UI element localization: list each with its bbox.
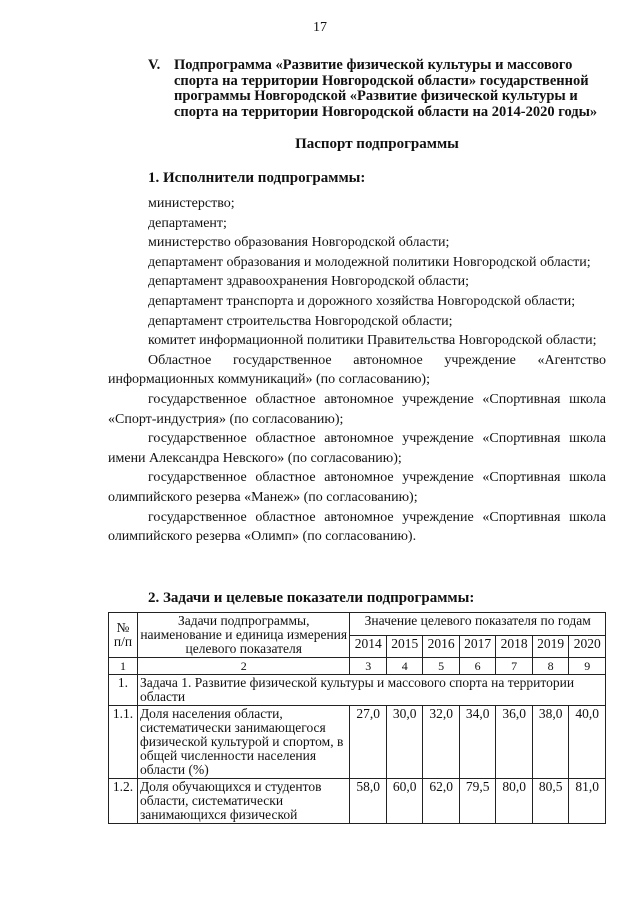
executor-item: государственное областное автономное учреждение «Спортивная школа «Спорт-индустрия» (по согласованию); (108, 391, 606, 427)
header-year: 2016 (423, 635, 459, 658)
page-number: 17 (313, 20, 327, 35)
value-cell: 27,0 (350, 706, 386, 779)
header-year: 2019 (532, 635, 568, 658)
executor-item: министерство; (148, 196, 235, 211)
value-cell: 36,0 (496, 706, 532, 779)
value-cell: 34,0 (459, 706, 495, 779)
header-name: Задачи подпрограммы, наименование и единица измерения целевого показателя (137, 613, 350, 658)
value-cell: 60,0 (386, 779, 422, 824)
header-values-by-year: Значение целевого показателя по годам (350, 613, 606, 636)
executor-item: департамент; (148, 215, 227, 231)
executor-item: департамент строительства Новгородской области; (148, 313, 453, 329)
table-row (109, 779, 606, 824)
value-cell: 80,5 (532, 779, 568, 824)
table-index-row (109, 658, 606, 675)
value-cell: 81,0 (569, 779, 606, 824)
index-cell: 2 (137, 658, 350, 675)
index-cell: 4 (386, 658, 422, 675)
header-year: 2020 (569, 635, 606, 658)
section-2-title: 2. Задачи и целевые показатели подпрограммы: (148, 590, 475, 606)
task-text: Задача 1. Развитие физической культуры и массового спорта на территории области (137, 675, 605, 706)
row-number: 1.1. (109, 706, 138, 779)
index-cell: 8 (532, 658, 568, 675)
executor-item: государственное областное автономное учреждение «Спортивная школа имени Александра Невского» (по согласованию); (108, 431, 606, 466)
value-cell: 79,5 (459, 779, 495, 824)
task-number: 1. (109, 675, 138, 706)
header-number: № п/п (109, 613, 138, 658)
executor-item: государственное областное автономное учреждение «Спортивная школа олимпийского резерва «Манеж» (по согласованию); (108, 470, 606, 505)
executor-item: Областное государственное автономное учреждение «Агентство информационных коммуникаций» (по согласованию); (108, 352, 606, 388)
index-cell: 1 (109, 658, 138, 675)
value-cell: 38,0 (532, 706, 568, 779)
index-cell: 7 (496, 658, 532, 675)
executor-item: государственное областное автономное учреждение «Спортивная школа олимпийского резерва «Олимп» (по согласованию). (108, 509, 606, 545)
executor-item: комитет информационной политики Правительства Новгородской области; (148, 333, 597, 349)
value-cell: 32,0 (423, 706, 459, 779)
value-cell: 80,0 (496, 779, 532, 824)
index-cell: 9 (569, 658, 606, 675)
indicator-name: Доля населения области, систематически занимающегося физической культурой и спортом, в общей численности населения области (%) (137, 706, 350, 779)
value-cell: 62,0 (423, 779, 459, 824)
heading-line: спорта на территории Новгородской области на 2014-2020 годы» (174, 103, 598, 120)
heading-line: программы Новгородской «Развитие физической культуры и (174, 88, 578, 104)
target-indicators-table (108, 612, 606, 824)
executor-item: департамент образования и молодежной политики Новгородской области; (148, 254, 591, 270)
header-year: 2017 (459, 635, 495, 658)
task-row (109, 675, 606, 706)
executor-item: министерство образования Новгородской области; (148, 235, 450, 251)
value-cell: 40,0 (569, 706, 606, 779)
index-cell: 6 (459, 658, 495, 675)
value-cell: 58,0 (350, 779, 386, 824)
section-1-title: 1. Исполнители подпрограммы: (148, 170, 366, 186)
subprogram-heading (148, 58, 608, 120)
index-cell: 5 (423, 658, 459, 675)
heading-line: Подпрограмма «Развитие физической культуры и массового (174, 57, 573, 73)
row-number: 1.2. (109, 779, 138, 824)
table-row (109, 706, 606, 779)
header-year: 2018 (496, 635, 532, 658)
index-cell: 3 (350, 658, 386, 675)
heading-line: спорта на территории Новгородской области» государственной (174, 72, 589, 89)
executors-list (108, 194, 606, 547)
table-header-row (109, 613, 606, 636)
heading-roman-numeral: V. (148, 57, 161, 73)
header-year: 2014 (350, 635, 386, 658)
header-year: 2015 (386, 635, 422, 658)
value-cell: 30,0 (386, 706, 422, 779)
indicator-name: Доля обучающихся и студентов области, систематически занимающихся физической (137, 779, 350, 824)
executor-item: департамент транспорта и дорожного хозяйства Новгородской области; (148, 293, 576, 309)
executor-item: департамент здравоохранения Новгородской области; (148, 274, 469, 290)
passport-title: Паспорт подпрограммы (295, 136, 459, 152)
